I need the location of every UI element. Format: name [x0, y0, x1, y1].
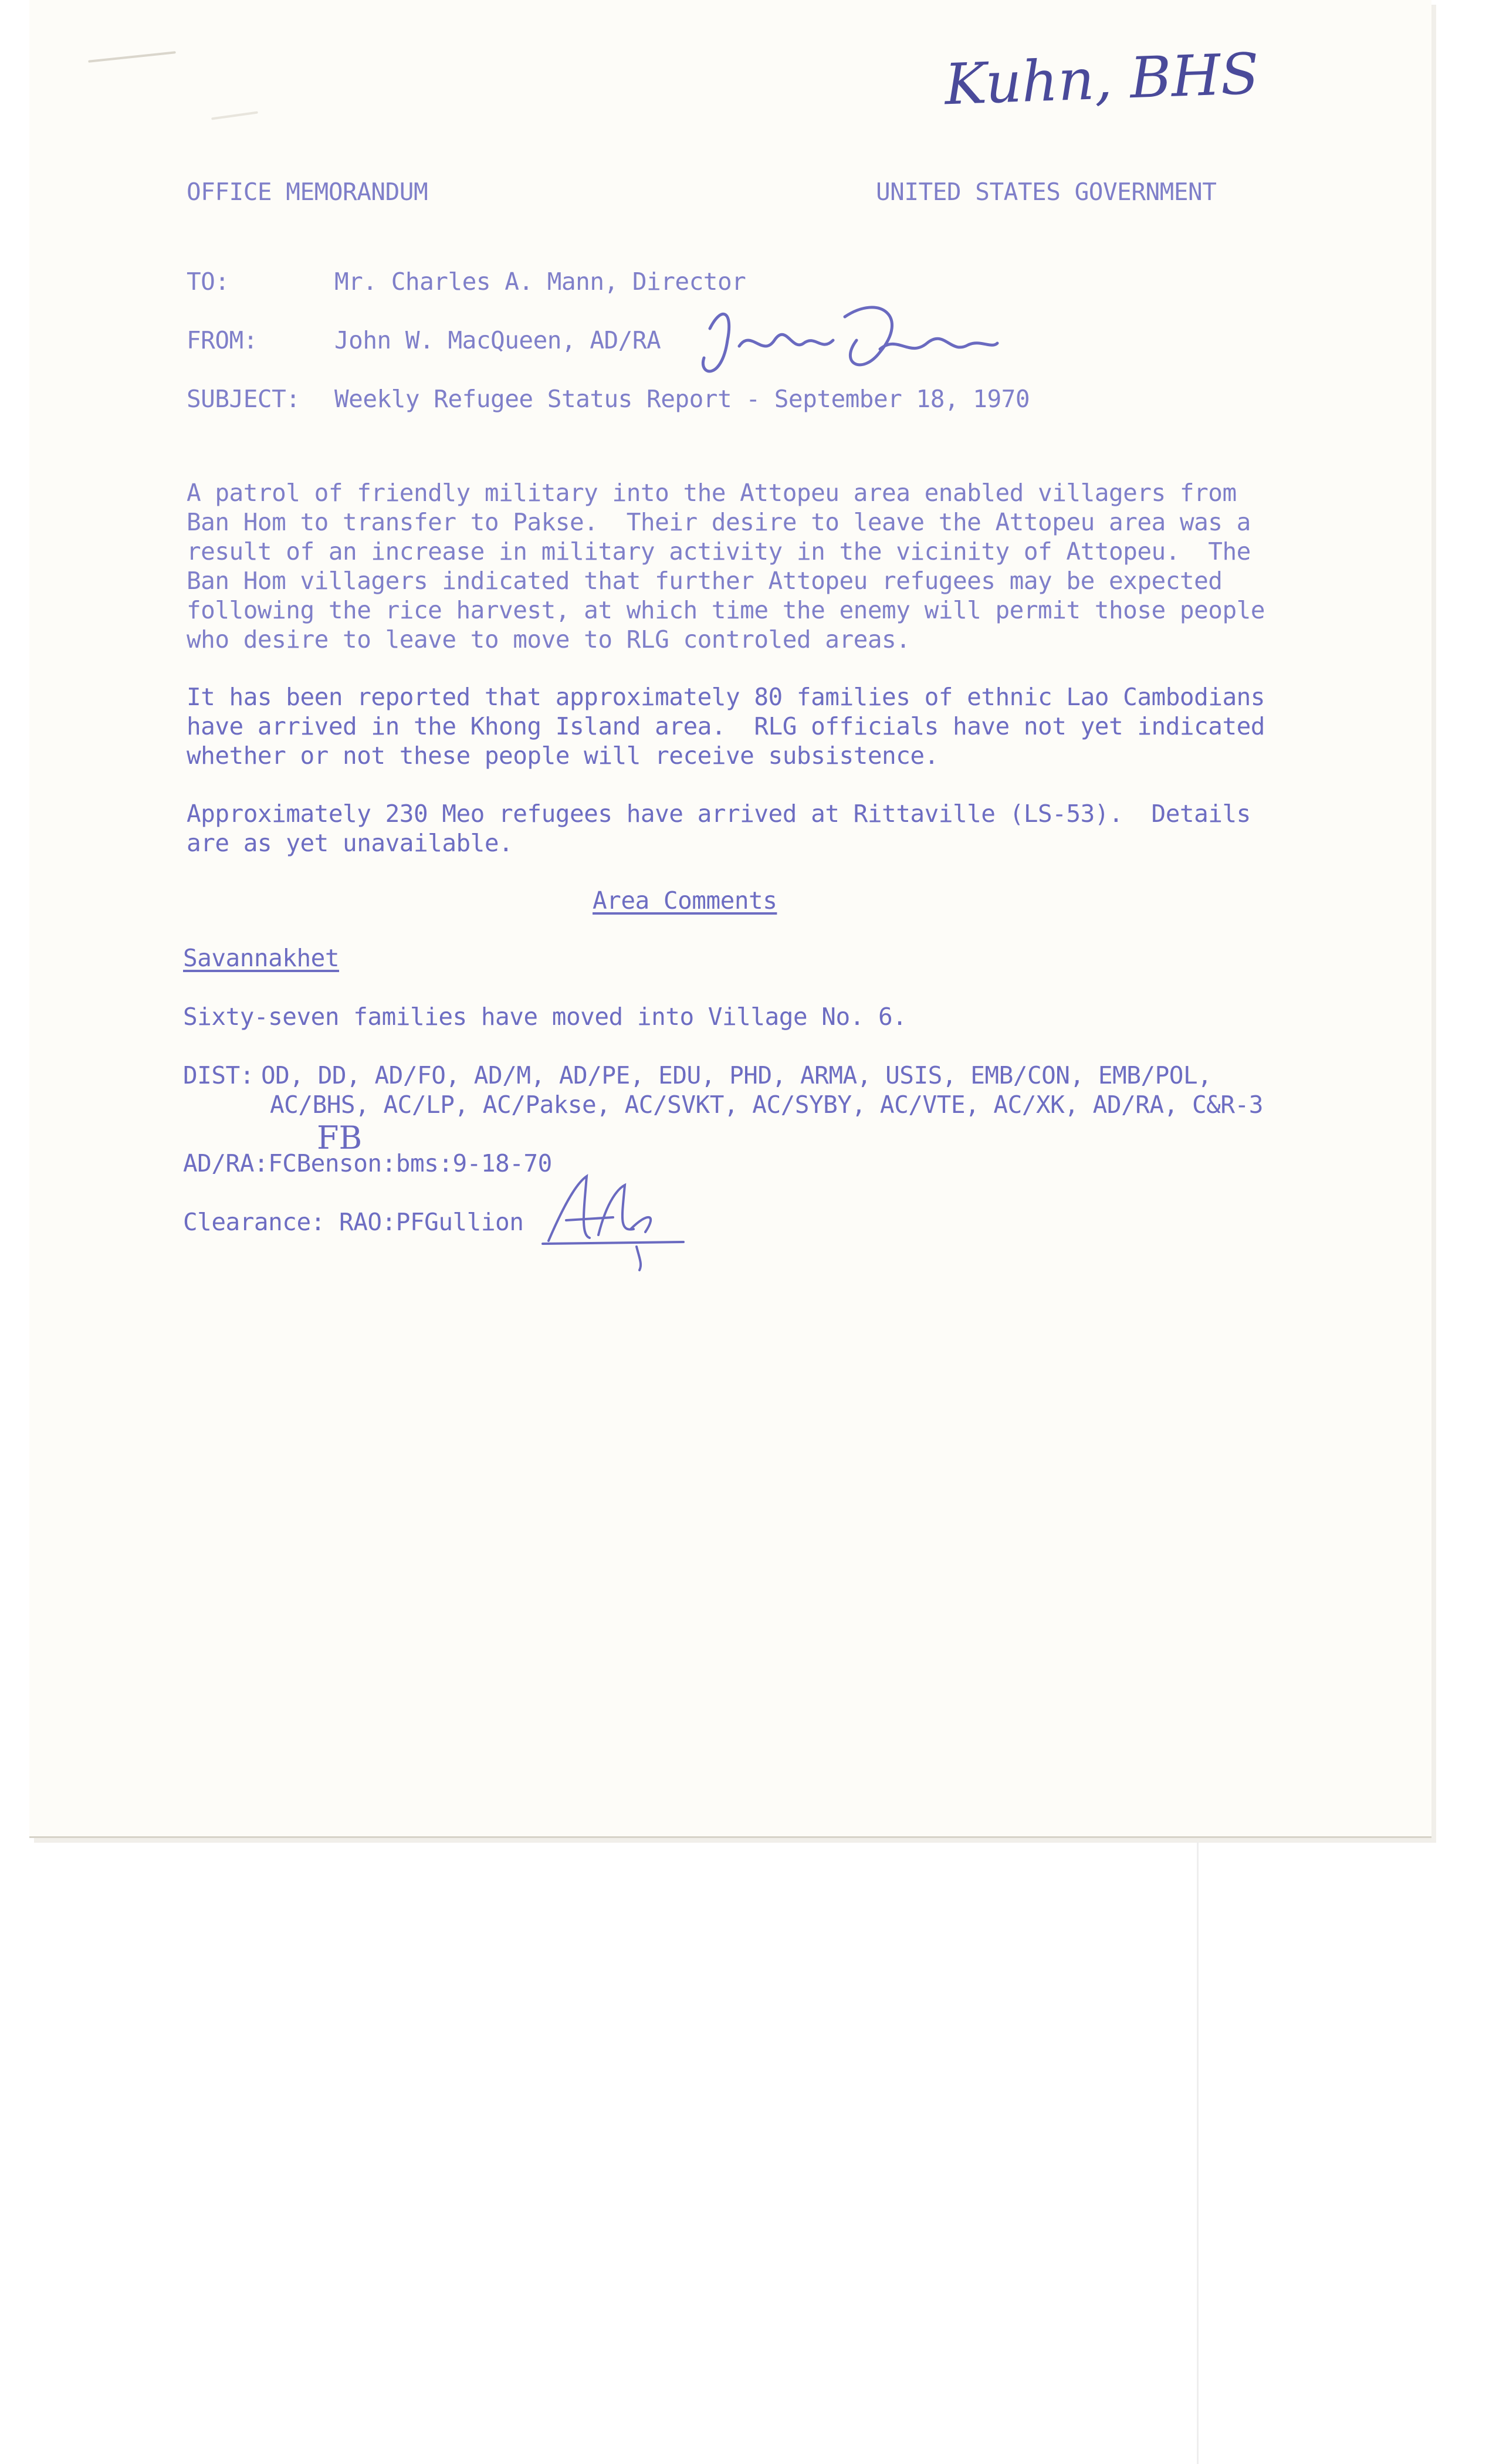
paragraph-line: whether or not these people will receive subsistence. — [187, 742, 939, 770]
from-label: FROM: — [187, 326, 258, 354]
paragraph-line: A patrol of friendly military into the Attopeu area enabled villagers from — [187, 479, 1237, 507]
to-label: TO: — [187, 268, 229, 296]
paragraph-line: result of an increase in military activity in the vicinity of Attopeu. The — [187, 537, 1251, 566]
dist-line-2: AC/BHS, AC/LP, AC/Pakse, AC/SVKT, AC/SYBY, AC/VTE, AC/XK, AD/RA, C&R-3 — [270, 1091, 1263, 1119]
signature-macqueen — [686, 293, 1003, 399]
clearance-line: Clearance: RAO:PFGullion — [183, 1208, 524, 1236]
savannakhet-text: Sixty-seven families have moved into Village No. 6. — [183, 1003, 907, 1031]
reference-line: AD/RA:FCBenson:bms:9-18-70 — [183, 1149, 552, 1177]
paragraph-line: Ban Hom villagers indicated that further Attopeu refugees may be expected — [187, 567, 1223, 595]
paragraph-line: are as yet unavailable. — [187, 829, 513, 857]
subject-value: Weekly Refugee Status Report - September 18, 1970 — [334, 385, 1030, 413]
paragraph-line: Approximately 230 Meo refugees have arrived at Rittaville (LS-53). Details — [187, 800, 1251, 828]
subject-label: SUBJECT: — [187, 385, 300, 413]
paragraph-line: have arrived in the Khong Island area. RLG officials have not yet indicated — [187, 712, 1265, 740]
from-value: John W. MacQueen, AD/RA — [334, 326, 661, 354]
dist-line-1: OD, DD, AD/FO, AD/M, AD/PE, EDU, PHD, ARMA, USIS, EMB/CON, EMB/POL, — [261, 1061, 1212, 1089]
handwritten-initials: FB — [317, 1119, 363, 1156]
page-edge — [1197, 1842, 1199, 2464]
paragraph-line: who desire to leave to move to RLG controled areas. — [187, 625, 911, 654]
paragraph-line: Ban Hom to transfer to Pakse. Their desire to leave the Attopeu area was a — [187, 508, 1251, 536]
to-value: Mr. Charles A. Mann, Director — [334, 268, 746, 296]
memo-header-right: UNITED STATES GOVERNMENT — [876, 178, 1217, 206]
paragraph-line: following the rice harvest, at which time the enemy will permit those people — [187, 596, 1265, 624]
dist-label: DIST: — [183, 1061, 254, 1089]
savannakhet-heading: Savannakhet — [183, 944, 340, 972]
memo-header-left: OFFICE MEMORANDUM — [187, 178, 428, 206]
area-comments-heading: Area Comments — [593, 886, 777, 915]
handwritten-note: Kuhn, BHS — [943, 40, 1260, 118]
clearance-signature — [531, 1165, 695, 1270]
paragraph-line: It has been reported that approximately 80 families of ethnic Lao Cambodians — [187, 683, 1265, 711]
